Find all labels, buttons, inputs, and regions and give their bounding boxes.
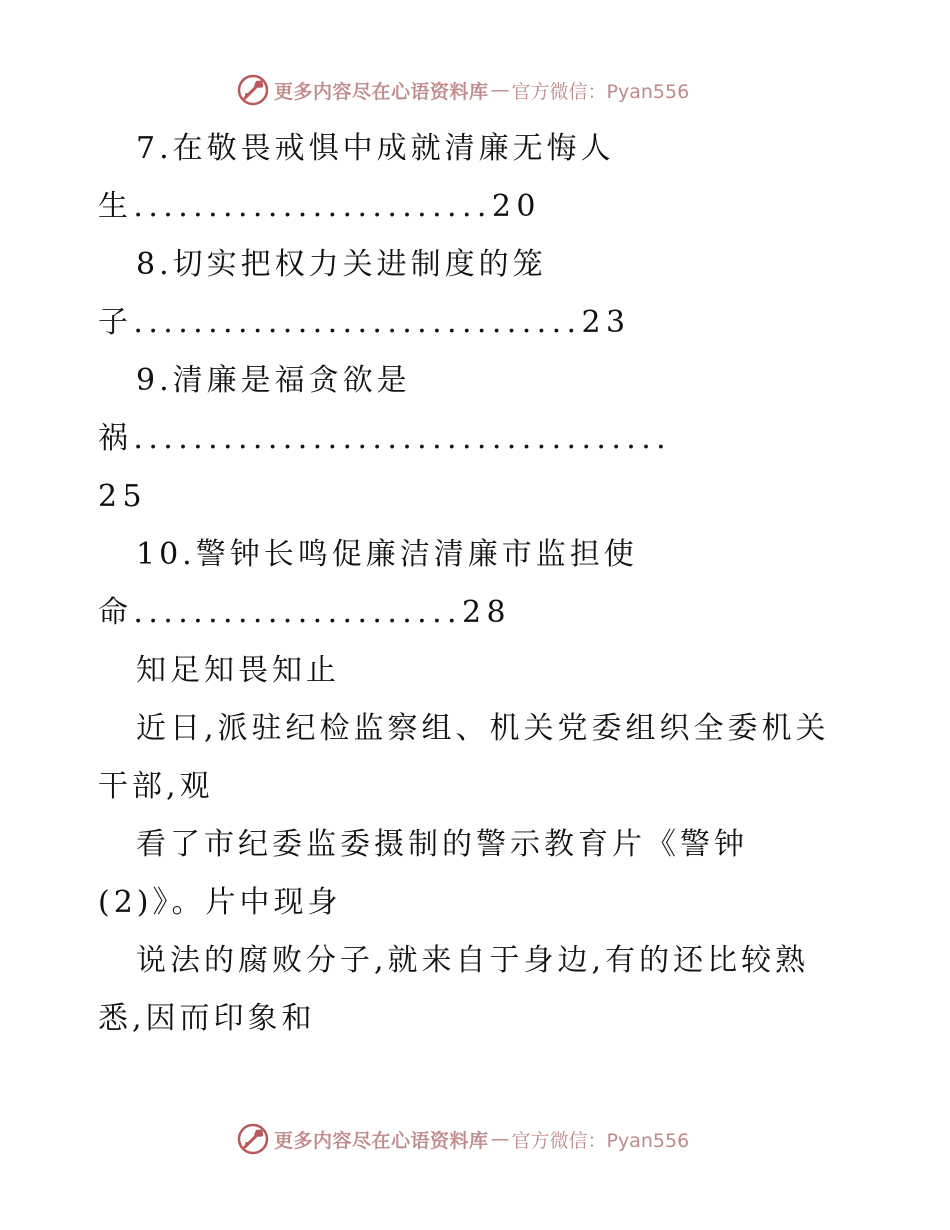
toc-entry xyxy=(98,120,888,236)
header-watermark xyxy=(236,72,689,108)
toc-continuation: 命......................28 xyxy=(98,595,511,630)
toc-continuation: 生........................20 xyxy=(98,189,541,224)
toc-title: 8.切实把权力关进制度的笼 xyxy=(136,247,547,282)
toc-page-number: 25 xyxy=(98,479,147,514)
article-paragraph xyxy=(98,932,888,1048)
paragraph-line: 看了市纪委监委摄制的警示教育片《警钟 xyxy=(136,827,748,862)
watermark-text: 更多内容尽在心语资料库 xyxy=(274,1129,489,1152)
toc-title: 7.在敬畏戒惧中成就清廉无悔人 xyxy=(136,131,615,166)
toc-continuation: 祸.................................... xyxy=(98,421,672,456)
toc-entry xyxy=(98,526,888,642)
watermark-text: 更多内容尽在心语资料库 xyxy=(274,80,489,103)
toc-title: 9.清廉是福贪欲是 xyxy=(136,363,411,398)
article-title: 知足知畏知止 xyxy=(136,653,340,688)
paragraph-line: 干部,观 xyxy=(98,769,214,804)
article-paragraph xyxy=(98,700,888,816)
footer-watermark xyxy=(236,1121,689,1157)
quill-logo-icon xyxy=(236,73,270,107)
toc-entry xyxy=(98,236,888,352)
article-paragraph xyxy=(98,816,888,932)
paragraph-line: 说法的腐败分子,就来自于身边,有的还比较熟 xyxy=(136,943,810,978)
paragraph-line: 近日,派驻纪检监察组、机关党委组织全委机关 xyxy=(136,711,830,746)
watermark-separator: — xyxy=(490,79,510,101)
toc-title: 10.警钟长鸣促廉洁清廉市监担使 xyxy=(136,537,638,572)
watermark-wechat: 官方微信：Pyan556 xyxy=(511,1129,690,1152)
paragraph-line: 悉,因而印象和 xyxy=(98,1001,316,1036)
watermark-separator: — xyxy=(490,1128,510,1150)
toc-continuation: 子..............................23 xyxy=(98,305,631,340)
paragraph-line: (2)》。片中现身 xyxy=(98,885,342,920)
toc-entry xyxy=(98,352,888,526)
watermark-wechat: 官方微信：Pyan556 xyxy=(511,80,690,103)
document-body xyxy=(98,120,888,1048)
quill-logo-icon xyxy=(236,1122,270,1156)
